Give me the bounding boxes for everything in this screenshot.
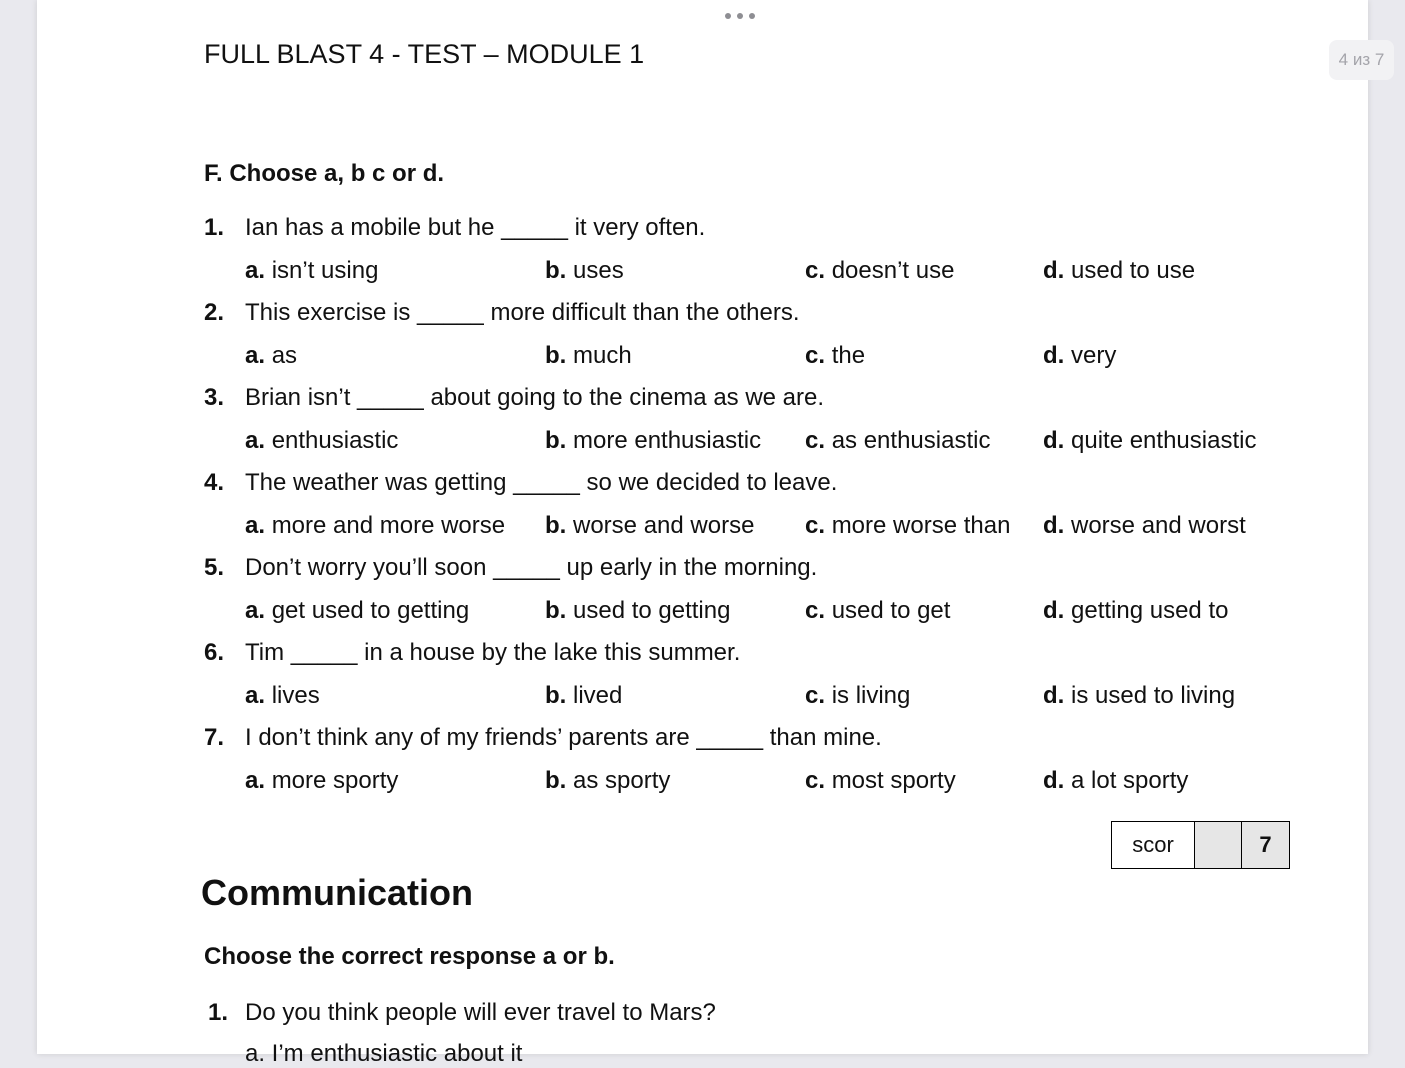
option-text: a lot sporty bbox=[1071, 767, 1189, 794]
option-text: used to get bbox=[831, 597, 951, 624]
question-number: 1. bbox=[204, 214, 225, 241]
option-letter: a. bbox=[245, 427, 266, 454]
option-text: is living bbox=[831, 682, 911, 709]
question-number: 7. bbox=[204, 724, 225, 751]
communication-instruction: Choose the correct response a or b. bbox=[204, 943, 615, 970]
answer-option[interactable] bbox=[245, 342, 297, 370]
option-text: more sporty bbox=[271, 767, 399, 794]
option-text: as sporty bbox=[573, 767, 671, 794]
answer-option[interactable] bbox=[1043, 767, 1188, 795]
option-text: enthusiastic bbox=[271, 427, 399, 454]
option-letter: c. bbox=[805, 682, 826, 709]
option-text: more and more worse bbox=[271, 512, 506, 539]
option-text: more worse than bbox=[831, 512, 1011, 539]
score-value-field bbox=[1195, 822, 1242, 868]
option-letter: c. bbox=[805, 512, 826, 539]
option-text: get used to getting bbox=[271, 597, 470, 624]
question-number: 6. bbox=[204, 639, 225, 666]
section-f-heading: F. Choose a, b c or d. bbox=[204, 160, 445, 187]
question-number: 3. bbox=[204, 384, 225, 411]
option-letter: c. bbox=[805, 427, 826, 454]
option-text: is used to living bbox=[1071, 682, 1236, 709]
option-text: used to use bbox=[1071, 257, 1196, 284]
answer-option[interactable] bbox=[1043, 512, 1246, 540]
option-text: quite enthusiastic bbox=[1071, 427, 1257, 454]
answer-option[interactable] bbox=[545, 767, 670, 795]
answer-option[interactable] bbox=[245, 767, 398, 795]
option-text: most sporty bbox=[831, 767, 956, 794]
answer-option[interactable] bbox=[545, 682, 622, 710]
answer-option[interactable] bbox=[245, 682, 320, 710]
option-letter: d. bbox=[1043, 427, 1065, 454]
option-text: worse and worst bbox=[1071, 512, 1246, 539]
document-title: FULL BLAST 4 - TEST – MODULE 1 bbox=[204, 39, 645, 69]
answer-option[interactable] bbox=[545, 427, 761, 455]
communication-option-partial: a. I’m enthusiastic about it bbox=[245, 1040, 523, 1067]
answer-option[interactable] bbox=[245, 257, 378, 285]
option-text: doesn’t use bbox=[831, 257, 955, 284]
option-letter: b. bbox=[545, 682, 567, 709]
option-letter: c. bbox=[805, 767, 826, 794]
option-text: lives bbox=[271, 682, 320, 709]
answer-option[interactable] bbox=[805, 342, 865, 370]
option-letter: d. bbox=[1043, 767, 1065, 794]
answer-option[interactable] bbox=[545, 342, 632, 370]
option-text: as bbox=[271, 342, 298, 369]
answer-option[interactable] bbox=[1043, 682, 1235, 710]
option-letter: d. bbox=[1043, 597, 1065, 624]
option-letter: b. bbox=[545, 512, 567, 539]
score-label: scor bbox=[1112, 822, 1195, 868]
answer-option[interactable] bbox=[805, 257, 954, 285]
option-letter: b. bbox=[545, 597, 567, 624]
more-options-icon[interactable] bbox=[725, 11, 755, 21]
option-letter: a. bbox=[245, 257, 266, 284]
option-text: used to getting bbox=[573, 597, 731, 624]
option-text: very bbox=[1071, 342, 1117, 369]
document-page bbox=[37, 0, 1368, 1067]
option-letter: b. bbox=[545, 257, 567, 284]
option-text: more enthusiastic bbox=[573, 427, 762, 454]
option-letter: a. bbox=[245, 767, 266, 794]
question-text: Don’t worry you’ll soon _____ up early in the morning. bbox=[245, 554, 818, 581]
answer-option[interactable] bbox=[805, 512, 1010, 540]
answer-option[interactable] bbox=[1043, 427, 1256, 455]
answer-option[interactable] bbox=[1043, 597, 1228, 625]
option-letter: a. bbox=[245, 512, 266, 539]
question-text: Brian isn’t _____ about going to the cinema as we are. bbox=[245, 384, 825, 411]
option-letter: b. bbox=[545, 427, 567, 454]
option-text: as enthusiastic bbox=[831, 427, 991, 454]
option-text: much bbox=[573, 342, 632, 369]
option-letter: d. bbox=[1043, 257, 1065, 284]
answer-option[interactable] bbox=[1043, 257, 1195, 285]
question-number: 5. bbox=[204, 554, 225, 581]
answer-option[interactable] bbox=[545, 257, 624, 285]
question-text: The weather was getting _____ so we decided to leave. bbox=[245, 469, 838, 496]
question-text: I don’t think any of my friends’ parents are _____ than mine. bbox=[245, 724, 882, 751]
answer-option[interactable] bbox=[245, 597, 469, 625]
question-text: Do you think people will ever travel to Mars? bbox=[245, 999, 716, 1026]
question-number: 4. bbox=[204, 469, 225, 496]
answer-option[interactable] bbox=[545, 597, 730, 625]
option-text: lived bbox=[573, 682, 623, 709]
option-letter: c. bbox=[805, 597, 826, 624]
answer-option[interactable] bbox=[1043, 342, 1116, 370]
answer-option[interactable] bbox=[245, 427, 398, 455]
option-letter: c. bbox=[805, 342, 826, 369]
option-text: isn’t using bbox=[271, 257, 379, 284]
communication-heading: Communication bbox=[201, 872, 474, 913]
option-letter: d. bbox=[1043, 682, 1065, 709]
option-letter: b. bbox=[545, 767, 567, 794]
question-text: Ian has a mobile but he _____ it very often. bbox=[245, 214, 706, 241]
option-letter: d. bbox=[1043, 512, 1065, 539]
option-letter: a. bbox=[245, 682, 266, 709]
answer-option[interactable] bbox=[805, 597, 950, 625]
question-number: 1. bbox=[208, 999, 229, 1026]
option-text: uses bbox=[573, 257, 624, 284]
answer-option[interactable] bbox=[805, 767, 956, 795]
answer-option[interactable] bbox=[545, 512, 754, 540]
question-text: Tim _____ in a house by the lake this summer. bbox=[245, 639, 741, 666]
option-letter: a. bbox=[245, 342, 266, 369]
score-box bbox=[1111, 821, 1290, 869]
option-letter: c. bbox=[805, 257, 826, 284]
option-letter: a. bbox=[245, 597, 266, 624]
question-text: This exercise is _____ more difficult than the others. bbox=[245, 299, 800, 326]
question-number: 2. bbox=[204, 299, 225, 326]
answer-option[interactable] bbox=[805, 682, 910, 710]
option-letter: d. bbox=[1043, 342, 1065, 369]
option-text: the bbox=[831, 342, 866, 369]
option-text: getting used to bbox=[1071, 597, 1229, 624]
score-max: 7 bbox=[1242, 822, 1289, 868]
option-text: worse and worse bbox=[573, 512, 755, 539]
answer-option[interactable] bbox=[805, 427, 990, 455]
page-indicator: 4 из 7 bbox=[1329, 40, 1394, 80]
answer-option[interactable] bbox=[245, 512, 505, 540]
option-letter: b. bbox=[545, 342, 567, 369]
